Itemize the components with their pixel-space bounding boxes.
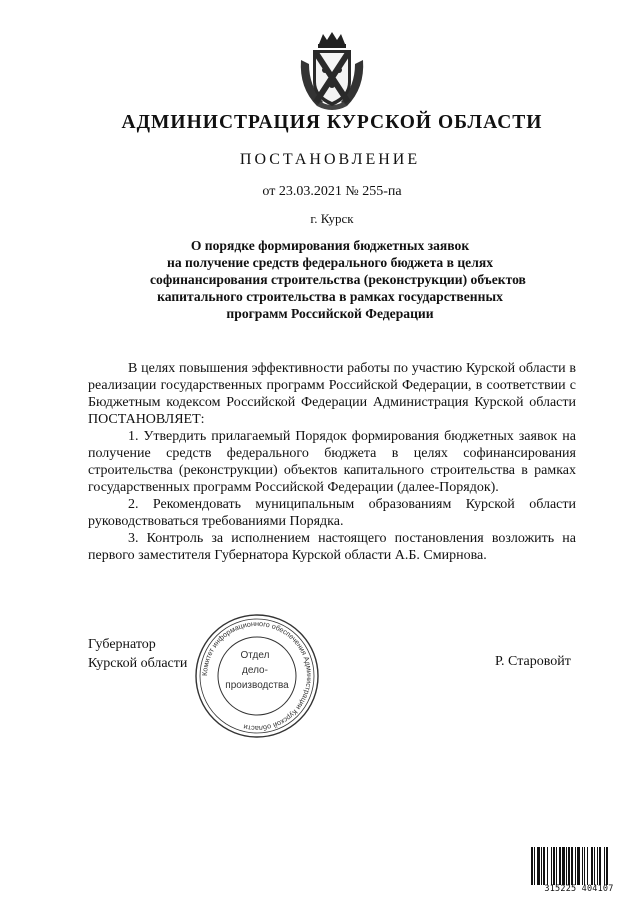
subject-line: софинансирования строительства (реконструкции) объектов bbox=[150, 272, 526, 287]
barcode-bar bbox=[534, 847, 535, 885]
svg-text:Комитет информационного обеспе bbox=[200, 619, 314, 733]
barcode-bar bbox=[543, 847, 545, 885]
barcode-bar bbox=[547, 847, 548, 885]
stamp-center-line: дело- bbox=[242, 665, 268, 676]
barcode-bar bbox=[584, 847, 585, 885]
barcode-bar bbox=[604, 847, 605, 885]
body-paragraph-3: 3. Контроль за исполнением настоящего постановления возложить на первого заместителя Губернатора Курской области А.Б. Смирнова. bbox=[88, 531, 576, 563]
signature-title-line: Курской области bbox=[88, 656, 188, 671]
signature-title bbox=[88, 635, 187, 673]
signature-name: Р. Старовойт bbox=[495, 654, 571, 669]
barcode bbox=[530, 847, 628, 895]
barcode-bar bbox=[575, 847, 576, 885]
barcode-bar bbox=[553, 847, 555, 885]
stamp-ring-text: Комитет информационного обеспечения Администрации Курской области bbox=[199, 618, 315, 734]
barcode-bar bbox=[582, 847, 583, 885]
barcode-bar bbox=[597, 847, 598, 885]
barcode-bar bbox=[531, 847, 533, 885]
body-paragraph-2: 2. Рекомендовать муниципальным образованиям Курской области руководствоваться требованиями Порядка. bbox=[88, 497, 576, 529]
subject-line: программ Российской Федерации bbox=[226, 306, 434, 321]
body-paragraph-preamble: В целях повышения эффективности работы по участию Курской области в реализации государственных программ Российской Федерации, в соответствии с Бюджетным кодексом Российской Федерации Администрация Курской области ПОСТАНОВЛЯЕТ: bbox=[88, 361, 576, 427]
barcode-bar bbox=[568, 847, 570, 885]
barcode-bar bbox=[537, 847, 540, 885]
barcode-bar bbox=[556, 847, 557, 885]
document-subject bbox=[150, 237, 526, 322]
subject-line: на получение средств федерального бюджета в целях bbox=[166, 255, 493, 270]
barcode-bar bbox=[591, 847, 593, 885]
barcode-bar bbox=[606, 847, 608, 885]
document-date-number: от 23.03.2021 № 255-па bbox=[262, 184, 402, 199]
barcode-bar bbox=[577, 847, 580, 885]
signature-title-line: Губернатор bbox=[88, 637, 156, 652]
barcode-number: 315225 404107 bbox=[544, 884, 614, 894]
barcode-bar bbox=[594, 847, 595, 885]
subject-line: капитального строительства в рамках государственных bbox=[157, 289, 503, 304]
barcode-bars-icon bbox=[530, 847, 628, 885]
document-type: ПОСТАНОВЛЕНИЕ bbox=[239, 151, 421, 168]
document-body bbox=[88, 360, 576, 564]
barcode-bar bbox=[587, 847, 588, 885]
document-city: г. Курск bbox=[310, 211, 354, 226]
body-paragraph-1: 1. Утвердить прилагаемый Порядок формирования бюджетных заявок на получение средств федерального бюджета в целях софинансирования строительства (реконструкции) объектов капитального строительства в рамках государственных программ Российской Федерации (далее-Порядок). bbox=[88, 429, 576, 495]
coat-of-arms-icon bbox=[297, 30, 367, 114]
subject-line: О порядке формирования бюджетных заявок bbox=[190, 238, 470, 253]
barcode-bar bbox=[562, 847, 565, 885]
barcode-bar bbox=[599, 847, 601, 885]
round-stamp bbox=[193, 612, 321, 740]
barcode-bar bbox=[566, 847, 567, 885]
organization-name: АДМИНИСТРАЦИЯ КУРСКОЙ ОБЛАСТИ bbox=[121, 112, 543, 133]
barcode-bar bbox=[551, 847, 552, 885]
barcode-bar bbox=[559, 847, 561, 885]
barcode-bar bbox=[541, 847, 542, 885]
stamp-center-line: Отдел bbox=[240, 650, 270, 661]
barcode-bar bbox=[571, 847, 573, 885]
stamp-center-line: производства bbox=[225, 680, 289, 691]
